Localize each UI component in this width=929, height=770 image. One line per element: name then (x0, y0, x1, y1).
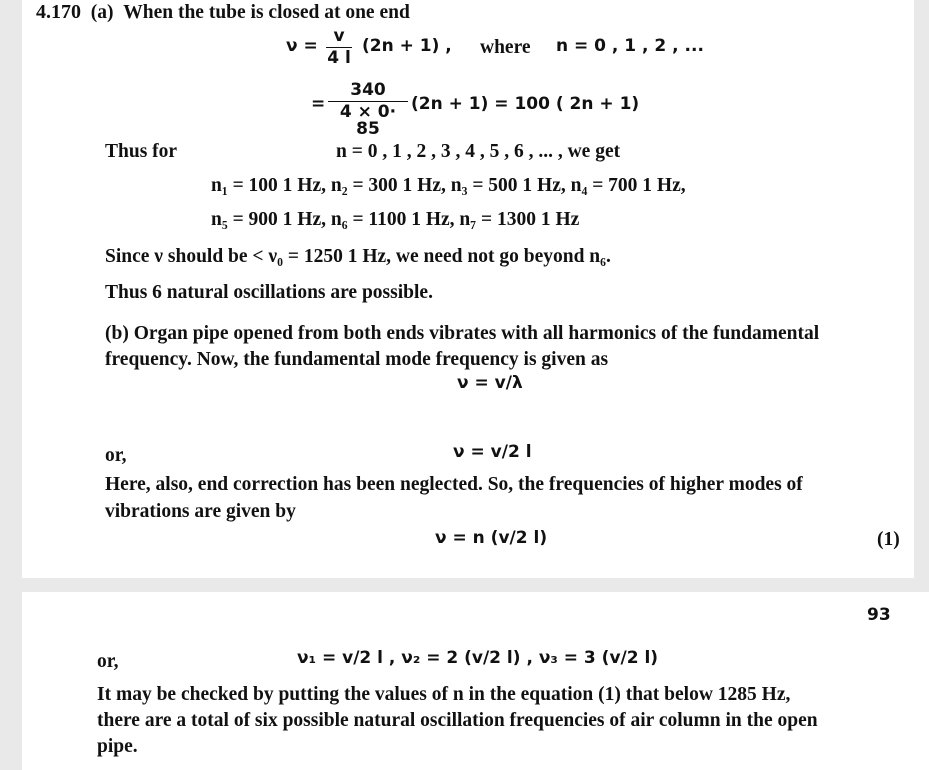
eq1-numerator: v (333, 26, 345, 46)
thus-for: Thus for (105, 141, 178, 162)
conclusion-line-3: pipe. (97, 736, 138, 757)
part-a-label: (a) (90, 2, 114, 23)
or-label-1: or, (105, 445, 127, 466)
frequency-line-1: n₁ = 100 1 Hz, n₂ = 300 1 Hz, n₃ = 500 1 Hz, n₄ = 700 1 Hz, (211, 175, 686, 196)
eq-fundamental: ν = v/λ (457, 373, 523, 393)
frequency-line-2: n₅ = 900 1 Hz, n₆ = 1100 1 Hz, n₇ = 1300 1 Hz (211, 209, 580, 230)
eq1-where: where (480, 37, 531, 58)
thus-six-line: Thus 6 natural oscillations are possible. (105, 282, 433, 303)
part-b-line-2: frequency. Now, the fundamental mode frequency is given as (105, 349, 609, 370)
problem-heading (36, 2, 410, 23)
or-label-2: or, (97, 651, 119, 672)
conclusion-line-1: It may be checked by putting the values of n in the equation (1) that below 1285 Hz, (97, 684, 791, 705)
eq1-condition: n = 0 , 1 , 2 , ... (556, 36, 704, 56)
eq-higher-modes: ν = n (v/2 l) (435, 528, 548, 548)
since-line: Since ν should be < ν₀ = 1250 1 Hz, we need not go beyond n₆. (105, 246, 611, 267)
conclusion-line-2: there are a total of six possible natural oscillation frequencies of air column in the open (97, 710, 818, 731)
end-correction-line-1: Here, also, end correction has been neglected. So, the frequencies of higher modes of (105, 474, 803, 495)
eq2-denominator: 4 × 0· 85 (328, 101, 408, 138)
eq1-fraction (326, 28, 352, 67)
eq2-numerator: 340 (350, 80, 386, 100)
eq1-denominator: 4 l (327, 48, 351, 68)
solution-page-upper (22, 0, 914, 578)
eq1-lhs: ν = (286, 36, 318, 56)
part-a-title: When the tube is closed at one end (123, 2, 410, 23)
n-values: n = 0 , 1 , 2 , 3 , 4 , 5 , 6 , ... , we get (336, 141, 621, 162)
end-correction-line-2: vibrations are given by (105, 501, 296, 522)
eq-harmonics: ν₁ = v/2 l , ν₂ = 2 (v/2 l) , ν₃ = 3 (v/2 l) (297, 648, 659, 668)
equation-number: (1) (877, 529, 900, 550)
part-b-line-1: (b) Organ pipe opened from both ends vibrates with all harmonics of the fundamental (105, 323, 820, 344)
eq-fundamental-2: ν = v/2 l (453, 442, 532, 462)
page-number: 93 (867, 605, 891, 625)
problem-number: 4.170 (36, 1, 81, 23)
eq2-equals: = (311, 94, 326, 114)
eq2-rhs: (2n + 1) = 100 ( 2n + 1) (411, 94, 640, 114)
eq1-rhs: (2n + 1) , (362, 36, 452, 56)
solution-page-lower (22, 592, 929, 770)
eq2-fraction (328, 82, 408, 138)
